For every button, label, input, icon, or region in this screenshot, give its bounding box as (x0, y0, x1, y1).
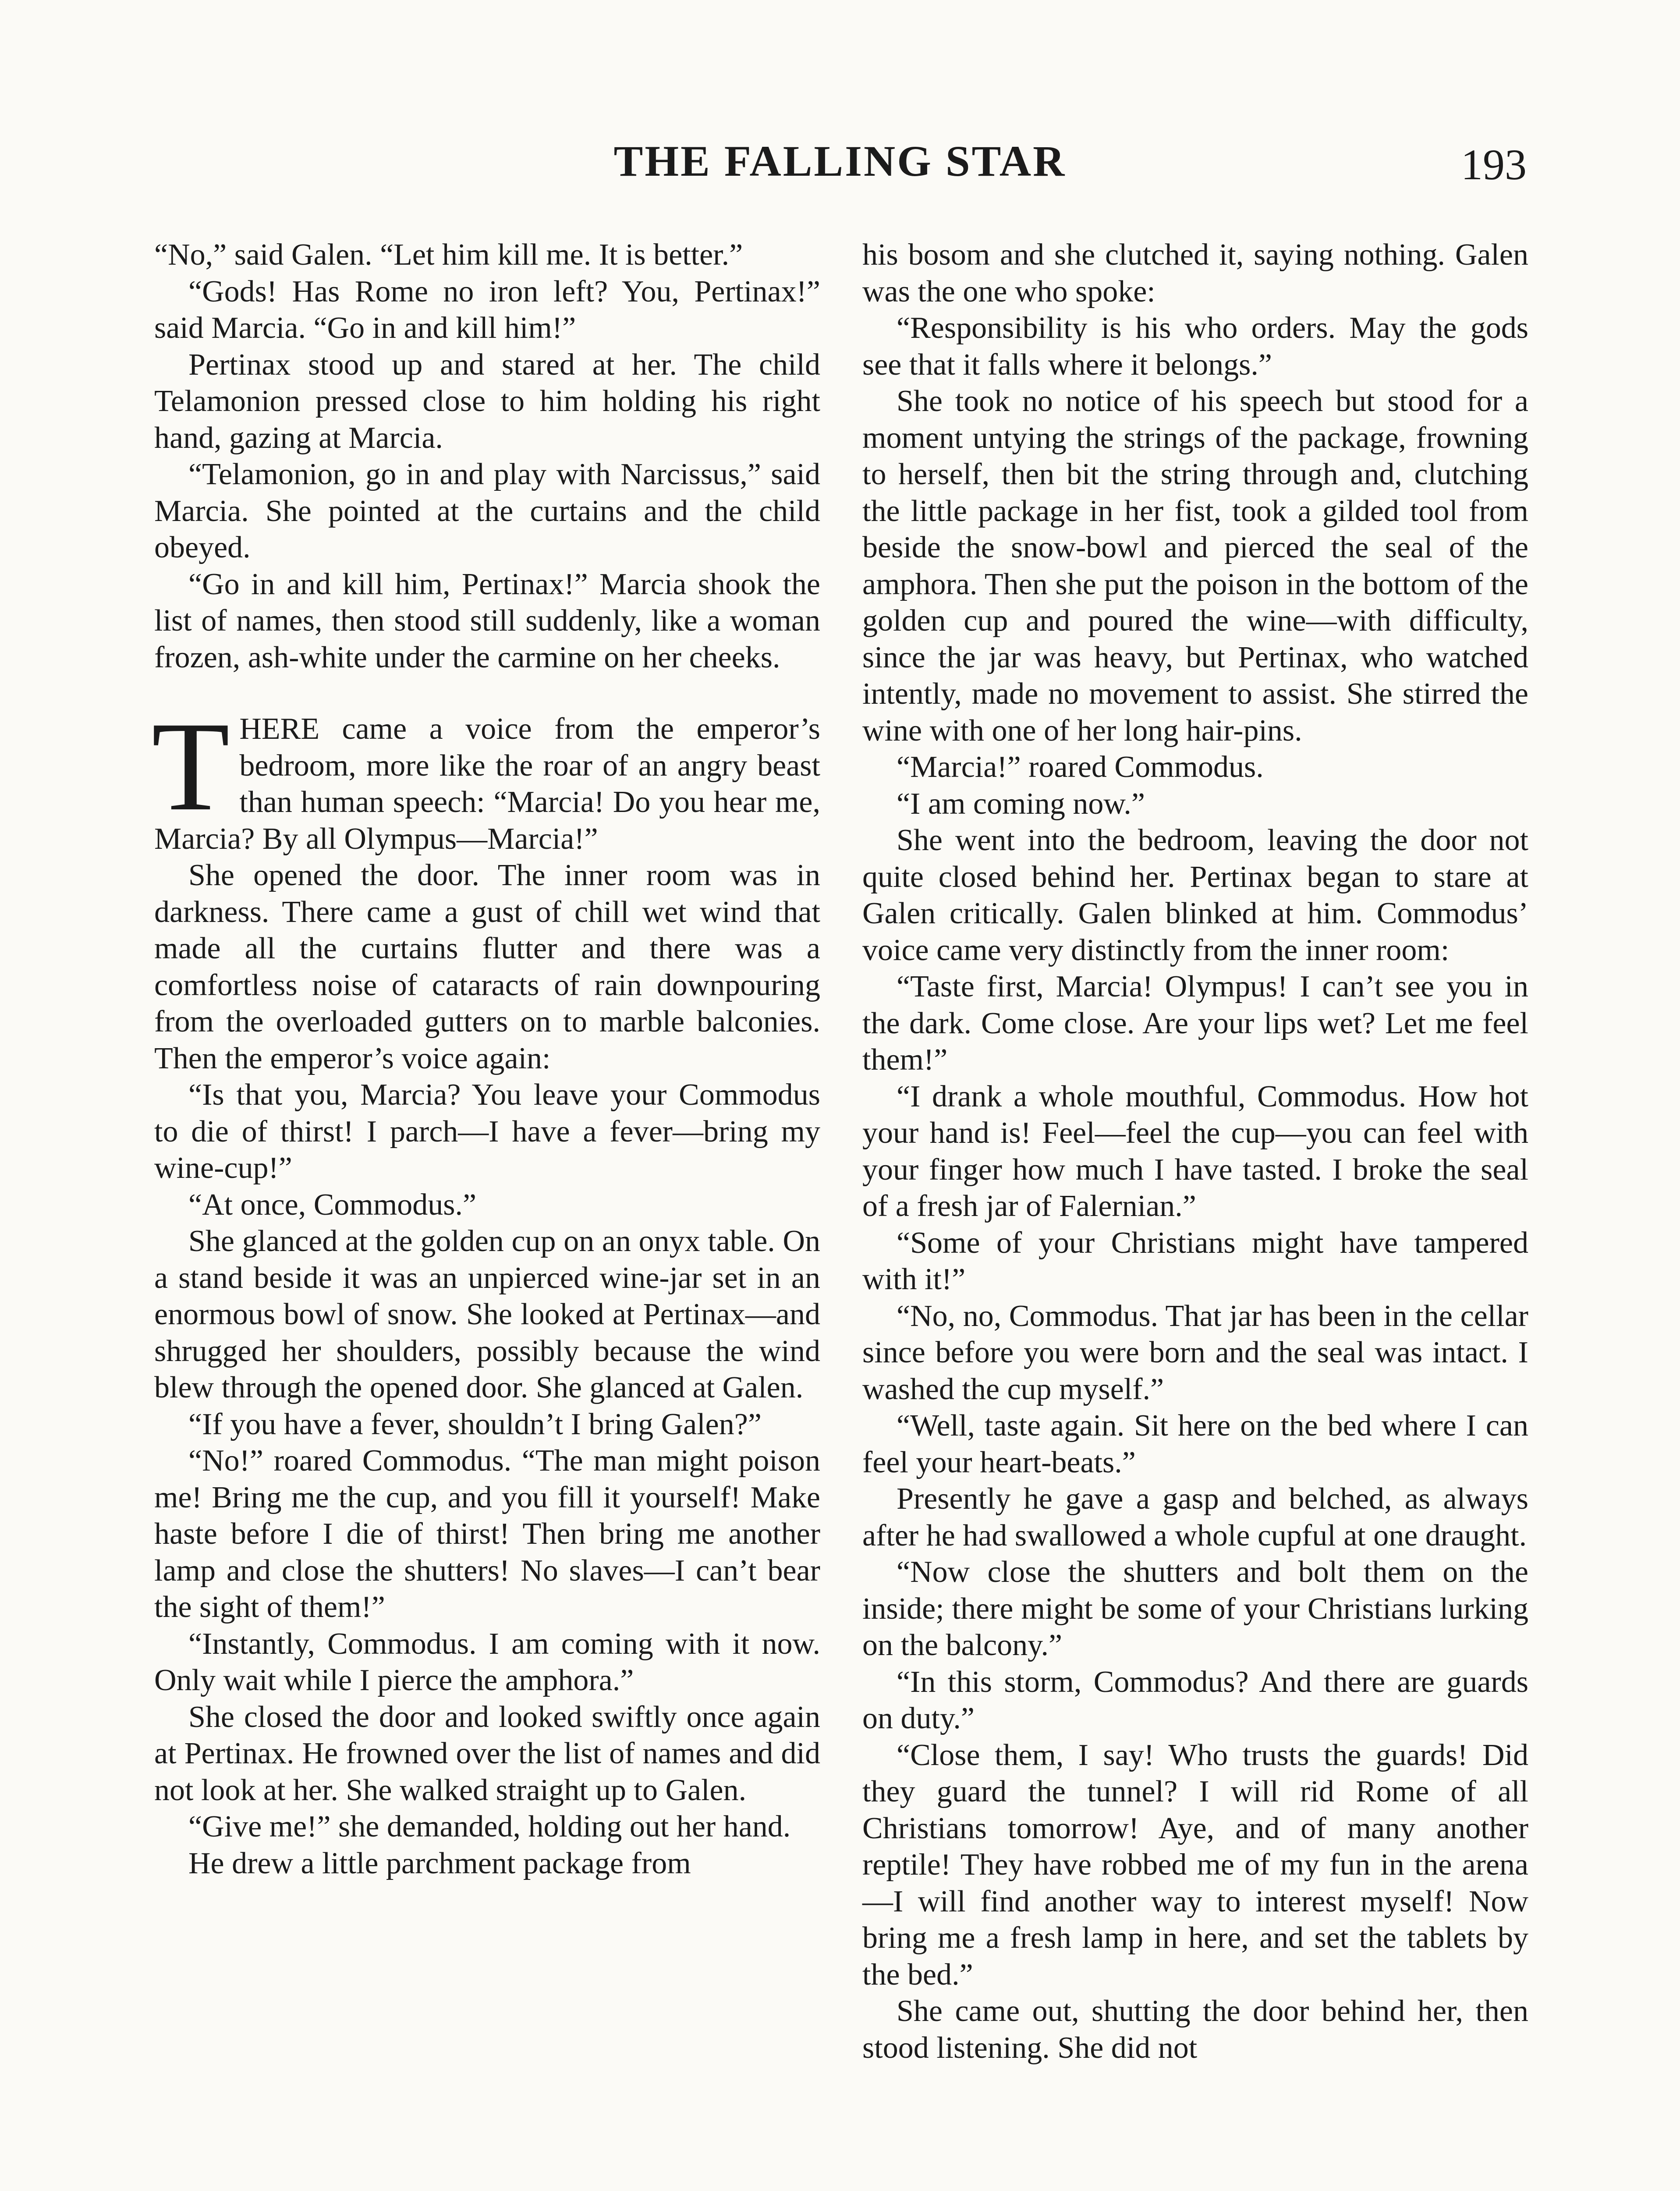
paragraph: his bosom and she clutched it, saying nothing. Galen was the one who spoke: (862, 238, 1528, 308)
paragraph: “Go in and kill him, Pertinax!” Marcia shook the list of names, then stood still suddenly, like a woman frozen, ash-white under the carmine on her cheeks. (154, 567, 820, 674)
paragraph: “Give me!” she demanded, holding out her hand. (188, 1810, 791, 1844)
paragraph: She glanced at the golden cup on an onyx table. On a stand beside it was an unpierced wine-jar set in an enormous bowl of snow. She looked at Pertinax—and shrugged her shoulders, possibly because the wind blew through the opened door. She glanced at Galen. (154, 1224, 820, 1404)
page-title: THE FALLING STAR (613, 137, 1067, 185)
paragraph: “I am coming now.” (897, 787, 1145, 821)
paragraph: “No, no, Commodus. That jar has been in the cellar since before you were born and the seal was intact. I washed the cup myself.” (862, 1299, 1528, 1406)
paragraph: “Is that you, Marcia? You leave your Commodus to die of thirst! I parch—I have a fever—bring my wine-cup!” (154, 1078, 820, 1185)
paragraph: She opened the door. The inner room was in darkness. There came a gust of chill wet wind that made all the curtains flutter and there was a comfortless noise of cataracts of rain downpouring from the overloaded gutters on to marble balconies. Then the emperor’s voice again: (154, 858, 820, 1075)
paragraph: She closed the door and looked swiftly once again at Pertinax. He frowned over the list of names and did not look at her. She walked straight up to Galen. (154, 1700, 820, 1807)
paragraph: “At once, Commodus.” (188, 1188, 477, 1222)
page-number: 193 (1461, 140, 1527, 189)
paragraph: Pertinax stood up and stared at her. The child Telamonion pressed close to him holding his right hand, gazing at Marcia. (154, 347, 820, 455)
paragraph: “I drank a whole mouthful, Commodus. How hot your hand is! Feel—feel the cup—you can feel with your finger how much I have tasted. I broke the seal of a fresh jar of Falernian.” (862, 1079, 1528, 1223)
paragraph: “Instantly, Commodus. I am coming with it now. Only wait while I pierce the amphora.” (154, 1627, 820, 1697)
paragraph: She came out, shutting the door behind her, then stood listening. She did not (862, 1994, 1528, 2065)
paragraph: “Responsibility is his who orders. May the gods see that it falls where it belongs.” (862, 311, 1528, 382)
paragraph: “Marcia!” roared Commodus. (897, 750, 1264, 784)
dropcap-paragraph-text: HERE came a voice from the emperor’s bedroom, more like the roar of an angry beast than human speech: “Marcia! Do you hear me, Marcia? By all Olympus—Marcia!” (154, 712, 820, 856)
paragraph: She took no notice of his speech but stood for a moment untying the strings of the package, frowning to herself, then bit the string through and, clutching the little package in her fist, took a gilded tool from beside the snow-bowl and pierced the seal of the amphora. Then she put the poison in the bottom of the golden cup and poured the wine—with difficulty, since the jar was heavy, but Pertinax, who watched intently, made no movement to assist. She stirred the wine with one of her long hair-pins. (862, 384, 1528, 748)
paragraph: “Well, taste again. Sit here on the bed where I can feel your heart-beats.” (862, 1409, 1528, 1479)
left-column (154, 237, 820, 1882)
paragraph: “Close them, I say! Who trusts the guards! Did they guard the tunnel? I will rid Rome of all Christians tomorrow! Aye, and of many another reptile! They have robbed me of my fun in the arena—I will find another way to interest myself! Now bring me a fresh lamp in here, and set the tablets by the bed.” (862, 1738, 1528, 1992)
right-column (862, 237, 1528, 2066)
paragraph: “Now close the shutters and bolt them on the inside; there might be some of your Christians lurking on the balcony.” (862, 1555, 1528, 1662)
paragraph: “Telamonion, go in and play with Narcissus,” said Marcia. She pointed at the curtains and the child obeyed. (154, 457, 820, 564)
paragraph: She went into the bedroom, leaving the door not quite closed behind her. Pertinax began to stare at Galen critically. Galen blinked at him. Commodus’ voice came very distinctly from the inner room: (862, 823, 1528, 967)
paragraph: “Some of your Christians might have tampered with it!” (862, 1226, 1528, 1296)
paragraph: “Taste first, Marcia! Olympus! I can’t see you in the dark. Come close. Are your lips wet? Let me feel them!” (862, 970, 1528, 1077)
dropcap-paragraph (152, 696, 820, 857)
paragraph: He drew a little parchment package from (188, 1846, 691, 1880)
paragraph: “Gods! Has Rome no iron left? You, Pertinax!” said Marcia. “Go in and kill him!” (154, 274, 820, 345)
paragraph: “In this storm, Commodus? And there are guards on duty.” (862, 1665, 1528, 1735)
paragraph: “No!” roared Commodus. “The man might poison me! Bring me the cup, and you fill it yourself! Make haste before I die of thirst! Then bring me another lamp and close the shutters! No slaves—I can’t bear the sight of them!” (154, 1444, 820, 1624)
paragraph: “If you have a fever, shouldn’t I bring Galen?” (188, 1407, 762, 1441)
dropcap-letter: T (152, 696, 230, 837)
paragraph: Presently he gave a gasp and belched, as always after he had swallowed a whole cupful at one draught. (862, 1482, 1528, 1553)
paragraph: “No,” said Galen. “Let him kill me. It is better.” (154, 238, 743, 272)
